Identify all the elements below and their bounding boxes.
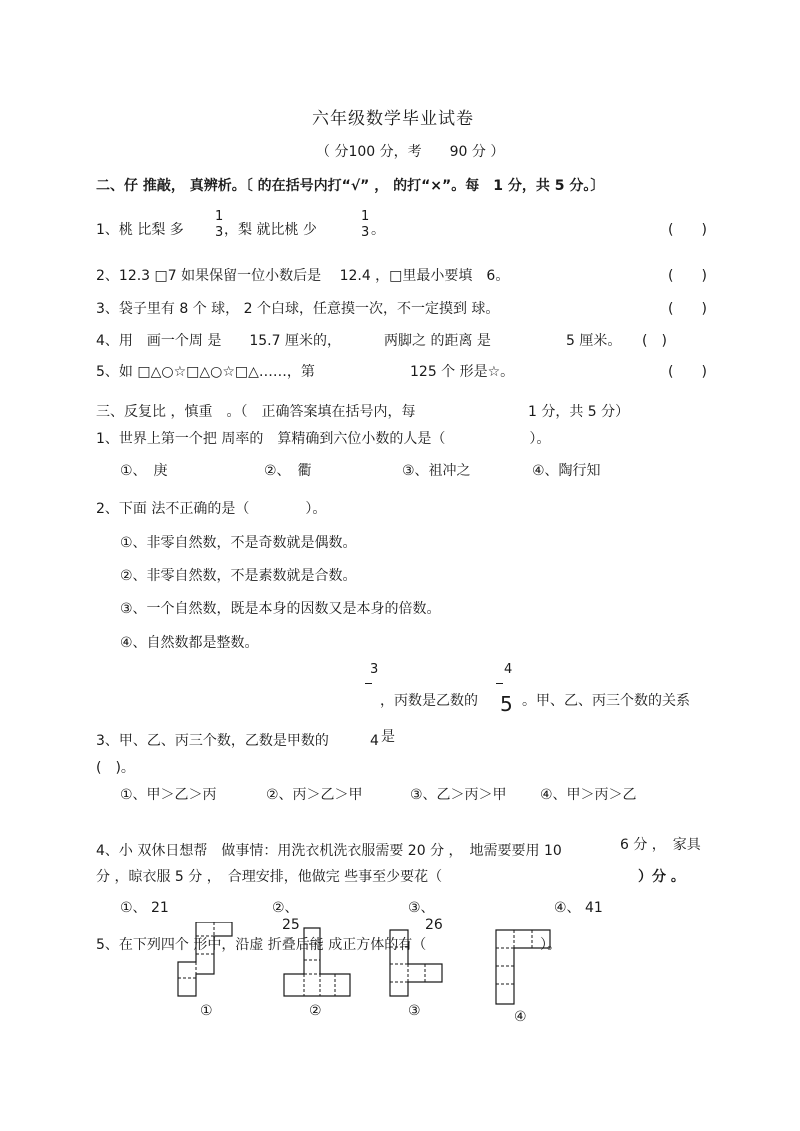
s3-q2-option-2[interactable]: ②、非零自然数，不是素数就是合数。 <box>120 568 357 584</box>
s3-question-1: 1、世界上第一个把 周率的 算精确到六位小数的人是（ ）。 <box>96 431 551 447</box>
page-title: 六年级数学毕业试卷 <box>312 109 474 129</box>
s3-q3-option-3[interactable]: ③、乙＞丙＞甲 <box>410 787 507 803</box>
s3-question-4-line2-b: ）分 。 <box>638 869 685 885</box>
s3-q3-frac2-num: 4 <box>504 662 513 677</box>
s3-q3-answer-paren[interactable]: ( )。 <box>96 760 135 776</box>
q1-frac1-num: 1 <box>215 209 224 224</box>
s3-question-5: 5、在下列四个 形中，沿虚 折叠后能 成正方体的有（ <box>96 937 427 953</box>
q1-frac1-den: 3 <box>215 225 224 240</box>
s2-question-4-b: 两脚之 的距离 是 <box>384 333 491 349</box>
cube-net-label-3: ③ <box>408 1003 421 1019</box>
s2-question-5-a: 5、如 □△○☆□△○☆□△……，第 <box>96 364 315 380</box>
section3-heading: 三、反复比 ，慎重 。（ 正确答案填在括号内，每 <box>96 404 416 420</box>
s3-q2-option-3[interactable]: ③、一个自然数，既是本身的因数又是本身的倍数。 <box>120 601 441 617</box>
s3-q1-option-1[interactable]: ①、 庚 <box>120 463 168 479</box>
s2-question-2: 2、12.3 □7 如果保留一位小数后是 12.4 ，□里最小要填 6。 <box>96 268 510 284</box>
s3-question-4-line1: 4、小 双休日想帮 做事情：用洗衣机洗衣服需要 20 分 ， 地需要要用 10 <box>96 843 562 859</box>
s3-question-2: 2、下面 法不正确的是（ ）。 <box>96 501 327 517</box>
cube-net-label-2: ② <box>309 1003 322 1019</box>
q4-answer-paren[interactable]: ( ) <box>642 333 667 349</box>
s3-question-3: 3、甲、乙、丙三个数，乙数是甲数的 <box>96 733 329 749</box>
q1-text-c: 。 <box>371 222 385 238</box>
page-subtitle: （ 分100 分，考 90 分 ） <box>316 144 505 160</box>
s3-question-4-line1-b: 6 分 ， 家具 <box>620 837 701 853</box>
s3-q4-option-4[interactable]: ④、 41 <box>554 900 603 916</box>
s3-q5-paren-close: ）。 <box>540 937 561 953</box>
s3-q4-option-2-value: 25 <box>282 917 300 933</box>
q5-answer-paren[interactable]: ( ) <box>668 364 707 380</box>
s3-q3-shi: 是 <box>381 729 395 745</box>
q1-answer-paren[interactable]: ( ) <box>668 222 707 238</box>
s3-q1-option-4[interactable]: ④、陶行知 <box>532 463 601 479</box>
q1-text-a: 1、桃 比梨 多 <box>96 222 184 238</box>
s2-question-5-b: 125 个 形是☆。 <box>410 364 515 380</box>
q2-answer-paren[interactable]: ( ) <box>668 268 707 284</box>
s3-q3-option-4[interactable]: ④、甲＞丙＞乙 <box>540 787 637 803</box>
q1-frac2-den: 3 <box>361 225 370 240</box>
section3-heading-b: 1 分，共 5 分） <box>528 404 630 420</box>
s3-q3-big-5: 5 <box>500 692 513 716</box>
cube-net-label-1: ① <box>200 1003 213 1019</box>
s3-question-4-line2: 分 ，晾衣服 5 分 ， 合理安排，他做完 些事至少要花（ <box>96 869 443 885</box>
s3-q3-frac1-num: 3 <box>370 662 379 677</box>
cube-net-2 <box>280 922 356 998</box>
s3-q3-tail: 。甲、乙、丙三个数的关系 <box>522 693 690 709</box>
s2-question-3: 3、袋子里有 8 个 球， 2 个白球，任意摸一次，不一定摸到 球。 <box>96 301 500 317</box>
cube-net-label-4: ④ <box>514 1009 527 1025</box>
s3-q3-frac2-bar <box>496 683 503 684</box>
q1-text-b: ，梨 就比桃 少 <box>224 222 317 238</box>
s3-q3-mid: ，丙数是乙数的 <box>380 693 478 709</box>
s3-q1-option-3[interactable]: ③、祖冲之 <box>402 463 471 479</box>
s3-q2-option-1[interactable]: ①、非零自然数，不是奇数就是偶数。 <box>120 535 357 551</box>
s3-q4-option-2[interactable]: ②、 <box>272 900 299 916</box>
s3-q4-option-3[interactable]: ③、 <box>408 900 435 916</box>
s3-q4-option-1[interactable]: ①、 21 <box>120 900 169 916</box>
q1-frac2-num: 1 <box>361 209 370 224</box>
s3-q3-option-1[interactable]: ①、甲＞乙＞丙 <box>120 787 217 803</box>
section2-heading: 二、仔 推敲， 真辨析。〔 的在括号内打“√” ， 的打“×”。每 1 分，共 5 分。〕 <box>96 178 605 194</box>
s3-q4-option-3-value: 26 <box>425 917 443 933</box>
s3-q1-option-2[interactable]: ②、 衢 <box>264 463 312 479</box>
cube-net-3 <box>384 922 448 998</box>
s3-q3-option-2[interactable]: ②、丙＞乙＞甲 <box>266 787 363 803</box>
s3-q3-frac1-bar <box>365 683 372 684</box>
s3-q3-den: 4 <box>370 733 379 749</box>
cube-net-4 <box>490 922 560 1008</box>
s2-question-4-c: 5 厘米。 <box>566 333 622 349</box>
s2-question-4-a: 4、用 画一个周 是 15.7 厘米的， <box>96 333 341 349</box>
cube-net-1 <box>170 922 240 998</box>
s3-q2-option-4[interactable]: ④、自然数都是整数。 <box>120 635 259 651</box>
q3-answer-paren[interactable]: ( ) <box>668 301 707 317</box>
